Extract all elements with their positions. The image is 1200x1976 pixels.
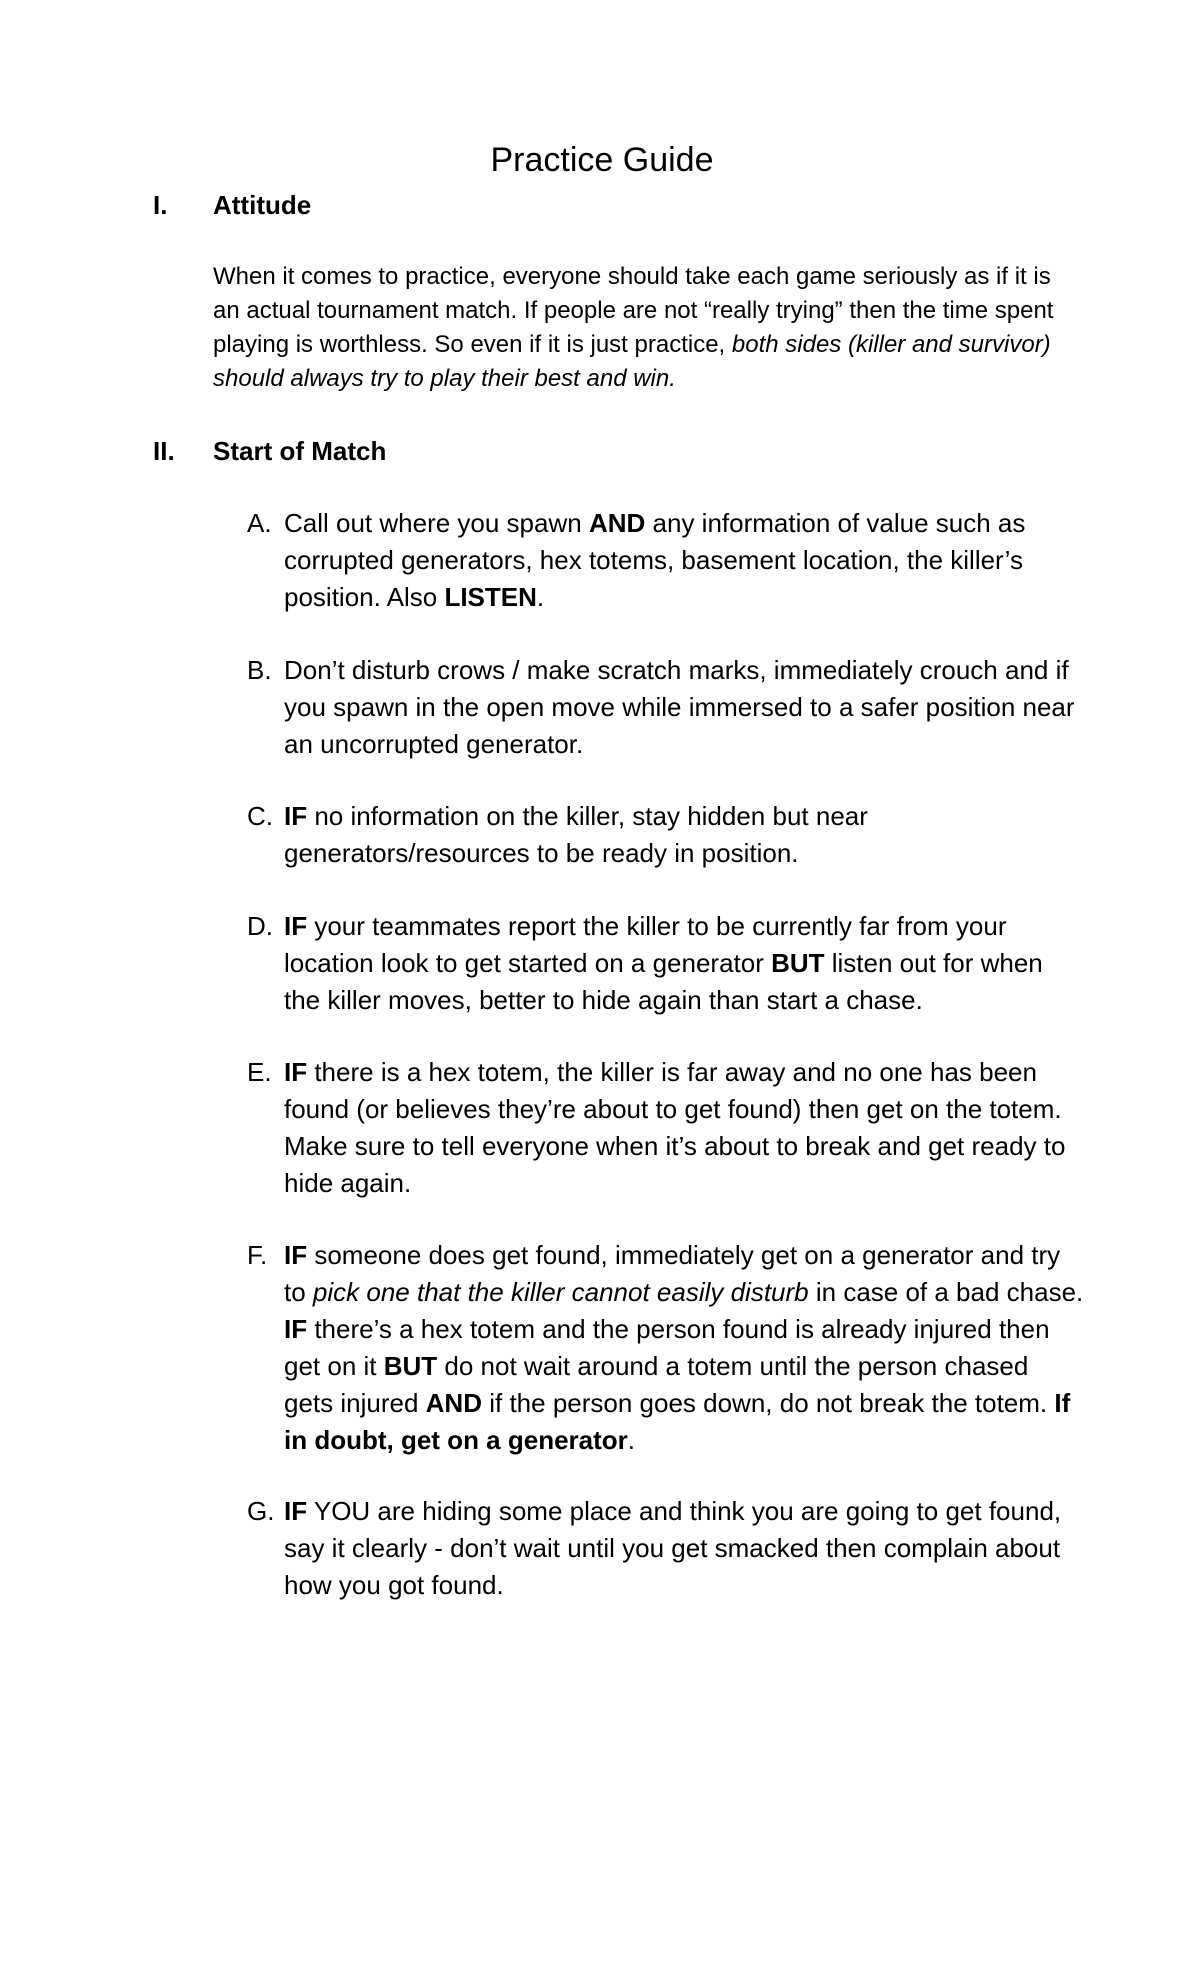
list-item-bold-text: AND	[425, 1388, 482, 1418]
attitude-italic-text: both sides (killer and survivor) should always try to play their best and win.	[213, 331, 1051, 392]
list-item-bold-text: BUT	[771, 948, 825, 978]
list-item-text: your teammates report the killer to be currently far from your location look to get started on a generator	[284, 911, 1007, 978]
list-item-text: do not wait around a totem until the person chased gets injured	[284, 1351, 1029, 1418]
item-letter-g: G.	[247, 1496, 275, 1526]
list-item-bold-text: IF	[284, 801, 308, 831]
list-item-a	[284, 505, 1084, 616]
list-item-text: Don’t disturb crows / make scratch marks, immediately crouch and if you spawn in the open move while immersed to a safer position near an uncorrupted generator.	[284, 655, 1075, 759]
list-item-text: .	[536, 582, 545, 612]
list-item-g	[284, 1493, 1084, 1604]
list-item-bold-text: IF	[284, 911, 308, 941]
list-item-text: Call out where you spawn	[284, 508, 589, 538]
list-item-c	[284, 798, 1084, 872]
list-item-text: someone does get found, immediately get on a generator and try to	[284, 1240, 1061, 1307]
item-letter-f: F.	[247, 1240, 268, 1270]
list-item-text: there’s a hex totem and the person found is already injured then get on it	[284, 1314, 1050, 1381]
list-item-text: if the person goes down, do not break the totem.	[482, 1388, 1055, 1418]
item-letter-c: C.	[247, 801, 273, 831]
item-letter-e: E.	[247, 1057, 272, 1087]
list-item-bold-text: LISTEN	[444, 582, 537, 612]
list-item-d	[284, 908, 1084, 1019]
list-item-text: any information of value such as corrupted generators, hex totems, basement location, the killer’s position. Also	[284, 508, 1026, 612]
list-item-text: in case of a bad chase.	[808, 1277, 1084, 1307]
list-item-bold-text: IF	[284, 1240, 308, 1270]
section-heading-start-of-match: Start of Match	[213, 436, 387, 466]
list-item-text: YOU are hiding some place and think you are going to get found, say it clearly - don’t wait until you get smacked then complain about how you got found.	[284, 1496, 1062, 1600]
attitude-text: When it comes to practice, everyone should take each game seriously as if it is an actual tournament match. If people are not “really trying” then the time spent playing is worthless. So even if it is just practice,	[213, 263, 1054, 358]
list-item-italic-text: pick one that the killer cannot easily disturb	[312, 1277, 809, 1307]
list-item-bold-text: If in doubt, get on a generator	[284, 1388, 1071, 1455]
list-item-text: no information on the killer, stay hidden but near generators/resources to be ready in position.	[284, 801, 868, 868]
item-letter-a: A.	[247, 508, 272, 538]
list-item-bold-text: IF	[284, 1057, 308, 1087]
attitude-paragraph	[213, 260, 1078, 396]
list-item-b	[284, 652, 1084, 763]
list-item-text: there is a hex totem, the killer is far away and no one has been found (or believes they’re about to get found) then get on the totem. Make sure to tell everyone when it’s about to break and get ready to hide again.	[284, 1057, 1066, 1198]
item-letter-b: B.	[247, 655, 272, 685]
list-item-e	[284, 1054, 1084, 1202]
list-item-text: listen out for when the killer moves, better to hide again than start a chase.	[284, 948, 1043, 1015]
page-title: Practice Guide	[490, 141, 714, 179]
section-heading-attitude: Attitude	[213, 190, 312, 220]
list-item-text: .	[627, 1425, 636, 1455]
list-item-bold-text: AND	[588, 508, 646, 538]
list-item-bold-text: IF	[284, 1314, 308, 1344]
section-number-start-of-match: II.	[153, 436, 175, 466]
section-number-attitude: I.	[153, 190, 168, 220]
list-item-bold-text: BUT	[383, 1351, 438, 1381]
list-item-f	[284, 1237, 1084, 1459]
list-item-bold-text: IF	[284, 1496, 308, 1526]
item-letter-d: D.	[247, 911, 273, 941]
